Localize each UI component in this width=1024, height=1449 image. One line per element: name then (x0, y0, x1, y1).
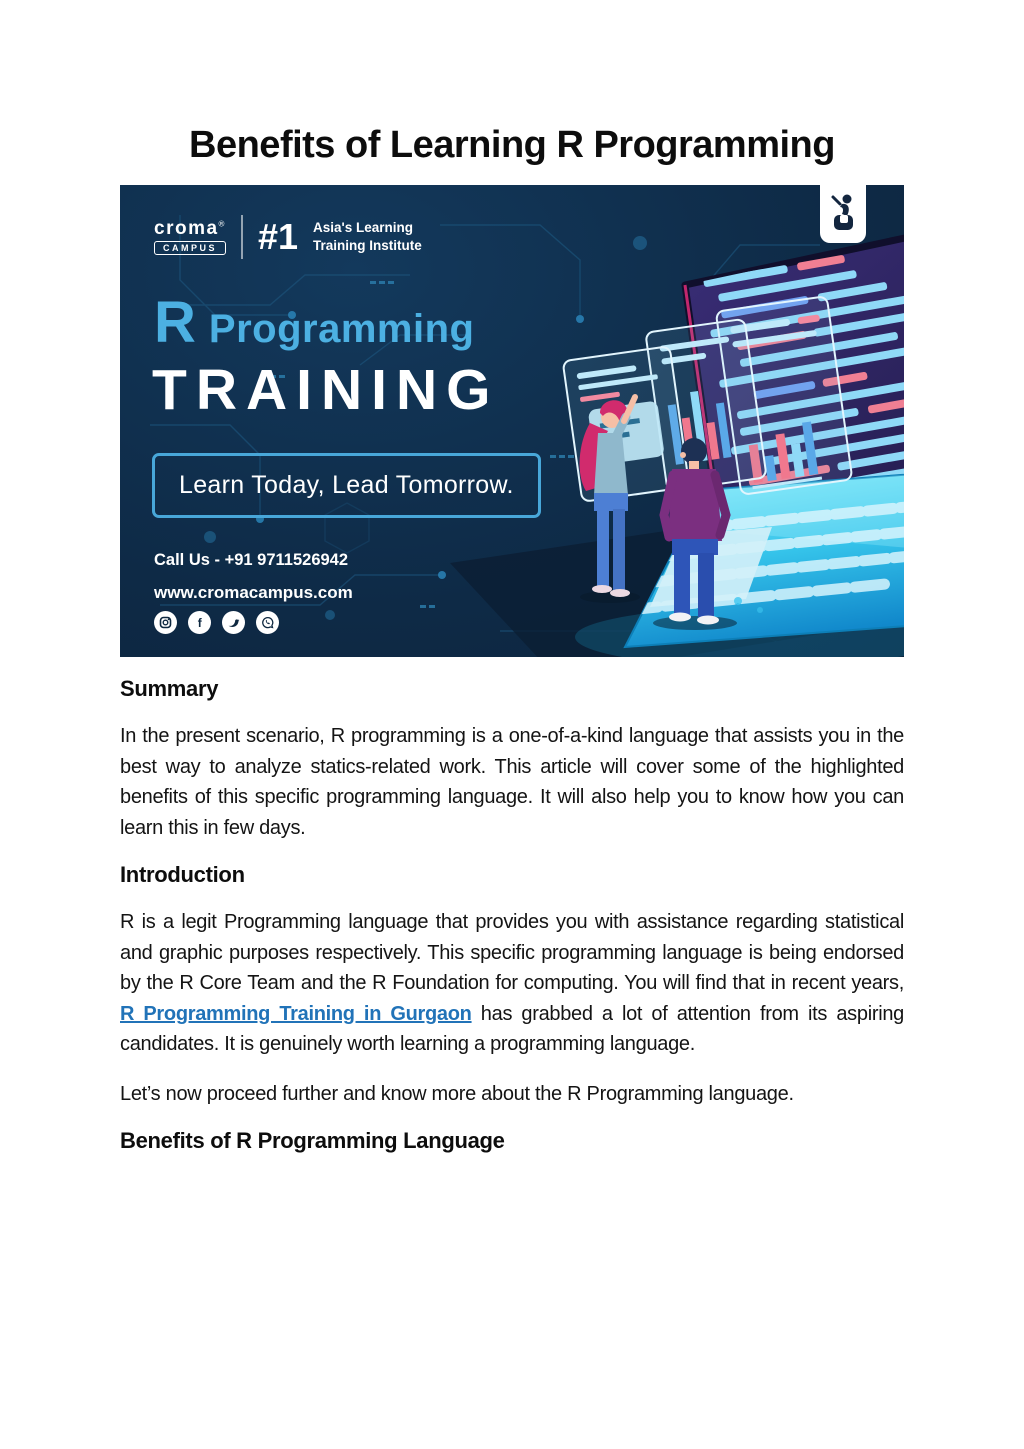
croma-campus-logo (154, 219, 226, 255)
divider (241, 215, 243, 259)
banner-image (120, 185, 904, 657)
summary-paragraph: In the present scenario, R programming is a one-of-a-kind language that assists you in the best way to analyze statics-related work. This article will cover some of the highlighted benefits of this specific programming language. It will also help you to know how you can learn this in few days. (120, 725, 904, 839)
brand-row (154, 215, 422, 259)
twitter-icon (222, 611, 245, 634)
instagram-icon (154, 611, 177, 634)
summary-heading: Summary (120, 676, 219, 701)
headline-programming: Programming (208, 307, 475, 351)
croma-badge-icon (820, 185, 866, 243)
croma-wordmark: croma® (154, 218, 226, 239)
introduction-heading: Introduction (120, 862, 245, 887)
introduction-paragraph (120, 907, 904, 1060)
slogan-box: Learn Today, Lead Tomorrow. (152, 453, 541, 518)
rank-badge: #1 (257, 216, 298, 257)
introduction-text-before: R is a legit Programming language that provides you with assistance regarding statistical and graphic purposes respectively. This specific programming language is being endorsed by the R Core Team and the R Foundation for computing. You will find that in recent years, (120, 911, 904, 994)
svg-text:f: f (197, 616, 202, 629)
whatsapp-icon (256, 611, 279, 634)
introduction-text-after: has grabbed a lot of attention from its aspiring candidates. It is genuinely worth learning a programming language. (120, 1002, 904, 1055)
social-icons (154, 611, 279, 634)
call-us-text: Call Us - +91 9711526942 (154, 551, 349, 569)
headline-r: R (154, 290, 196, 355)
benefits-heading: Benefits of R Programming Language (120, 1128, 505, 1153)
facebook-icon (188, 611, 211, 634)
campus-wordmark: CAMPUS (154, 241, 226, 255)
proceed-paragraph: Let’s now proceed further and know more about the R Programming language. (120, 1082, 794, 1105)
gurgaon-training-link[interactable]: R Programming Training in Gurgaon (120, 1002, 472, 1025)
website-text: www.cromacampus.com (154, 583, 353, 602)
headline-training: TRAINING (152, 358, 500, 422)
page-title: Benefits of Learning R Programming (189, 124, 835, 166)
brand-tagline: Asia's Learning Training Institute (312, 220, 422, 253)
banner-headline (154, 289, 474, 356)
document-page (120, 124, 904, 1154)
